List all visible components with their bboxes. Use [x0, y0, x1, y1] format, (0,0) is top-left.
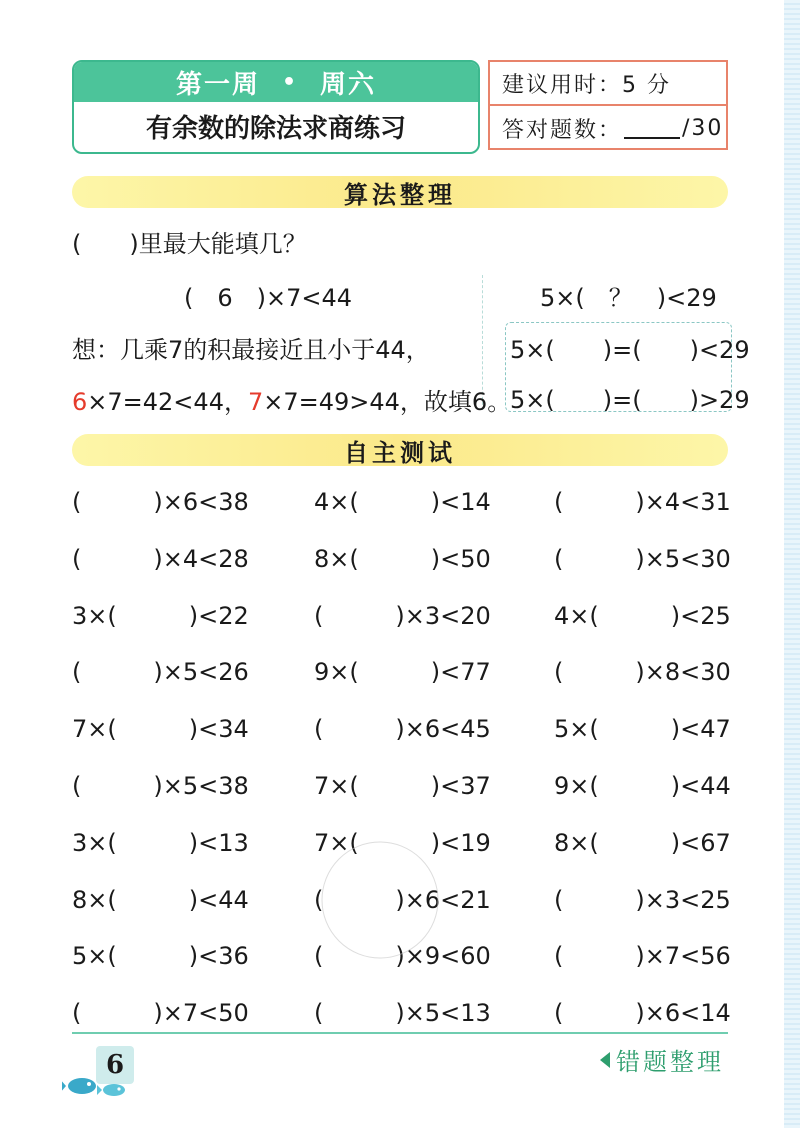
test-heading: 自主测试 [72, 434, 728, 466]
problem-r9-c1[interactable]: 5×( )<36 [72, 942, 249, 970]
watermark-seal [300, 830, 460, 970]
problem-r10-c2[interactable]: ( )×5<13 [314, 999, 491, 1027]
problem-r3-c2[interactable]: ( )×3<20 [314, 602, 491, 630]
problem-r1-c2[interactable]: 4×( )<14 [314, 488, 491, 516]
problem-r4-c2[interactable]: 9×( )<77 [314, 658, 491, 686]
footer-line [72, 1032, 728, 1034]
problem-r6-c2[interactable]: 7×( )<37 [314, 772, 491, 800]
time-score-box [488, 60, 728, 150]
problem-r1-c1[interactable]: ( )×6<38 [72, 488, 249, 516]
reason-6: 6 [72, 388, 88, 416]
correct-count [490, 106, 726, 150]
reason-line [72, 382, 511, 417]
problem-r2-c3[interactable]: ( )×5<30 [554, 545, 731, 573]
problem-r6-c3[interactable]: 9×( )<44 [554, 772, 731, 800]
problem-r4-c1[interactable]: ( )×5<26 [72, 658, 249, 686]
suggested-time: 建议用时：5 分 [490, 62, 726, 106]
example-left: ( 6 )×7<44 [184, 284, 353, 312]
error-review-link[interactable] [600, 1042, 724, 1077]
correct-count-blank[interactable] [624, 117, 680, 139]
problem-r6-c1[interactable]: ( )×5<38 [72, 772, 249, 800]
problem-r7-c1[interactable]: 3×( )<13 [72, 829, 249, 857]
problem-r10-c1[interactable]: ( )×7<50 [72, 999, 249, 1027]
problem-r8-c2[interactable]: ( )×6<21 [314, 886, 491, 914]
problem-r7-c3[interactable]: 8×( )<67 [554, 829, 731, 857]
problem-r5-c2[interactable]: ( )×6<45 [314, 715, 491, 743]
problem-r10-c3[interactable]: ( )×6<14 [554, 999, 731, 1027]
reason-7: 7 [247, 388, 264, 416]
problem-r4-c3[interactable]: ( )×8<30 [554, 658, 731, 686]
example-right: 5×( ？ )<29 [540, 284, 717, 312]
problem-r9-c3[interactable]: ( )×7<56 [554, 942, 731, 970]
reason-mid: ×7=42<44， [87, 388, 248, 416]
problem-r9-c2[interactable]: ( )×9<60 [314, 942, 491, 970]
correct-label: 答对题数： [502, 117, 623, 143]
worksheet-title: 有余数的除法求商练习 [145, 113, 406, 144]
bullet: • [281, 69, 299, 95]
hint-line-1: 5×( )=( )<29 [510, 336, 750, 364]
problem-r5-c3[interactable]: 5×( )<47 [554, 715, 731, 743]
think-line: 想：几乘7的积最接近且小于44， [72, 336, 430, 364]
problem-r2-c2[interactable]: 8×( )<50 [314, 545, 491, 573]
hint-line-2: 5×( )=( )>29 [510, 386, 750, 414]
algorithm-question: ( )里最大能填几？ [72, 230, 307, 258]
problem-r5-c1[interactable]: 7×( )<34 [72, 715, 249, 743]
problem-r1-c3[interactable]: ( )×4<31 [554, 488, 731, 516]
problem-r2-c1[interactable]: ( )×4<28 [72, 545, 249, 573]
error-review-label: 错题整理 [616, 1048, 724, 1076]
day-label: 周六 [320, 69, 377, 100]
reason-end: ×7=49>44，故填6。 [263, 388, 512, 416]
problem-r8-c1[interactable]: 8×( )<44 [72, 886, 249, 914]
problem-r3-c1[interactable]: 3×( )<22 [72, 602, 249, 630]
header-title-box [72, 60, 480, 154]
algorithm-heading: 算法整理 [72, 176, 728, 208]
problem-r8-c3[interactable]: ( )×3<25 [554, 886, 731, 914]
triangle-left-icon [600, 1052, 610, 1068]
problem-r7-c2[interactable]: 7×( )<19 [314, 829, 491, 857]
week-label: 第一周 [175, 69, 260, 100]
correct-total: /30 [682, 115, 724, 141]
page-edge-stripe [784, 0, 800, 1128]
page-number: 6 [96, 1046, 134, 1084]
week-band [74, 62, 478, 102]
problem-r3-c3[interactable]: 4×( )<25 [554, 602, 731, 630]
